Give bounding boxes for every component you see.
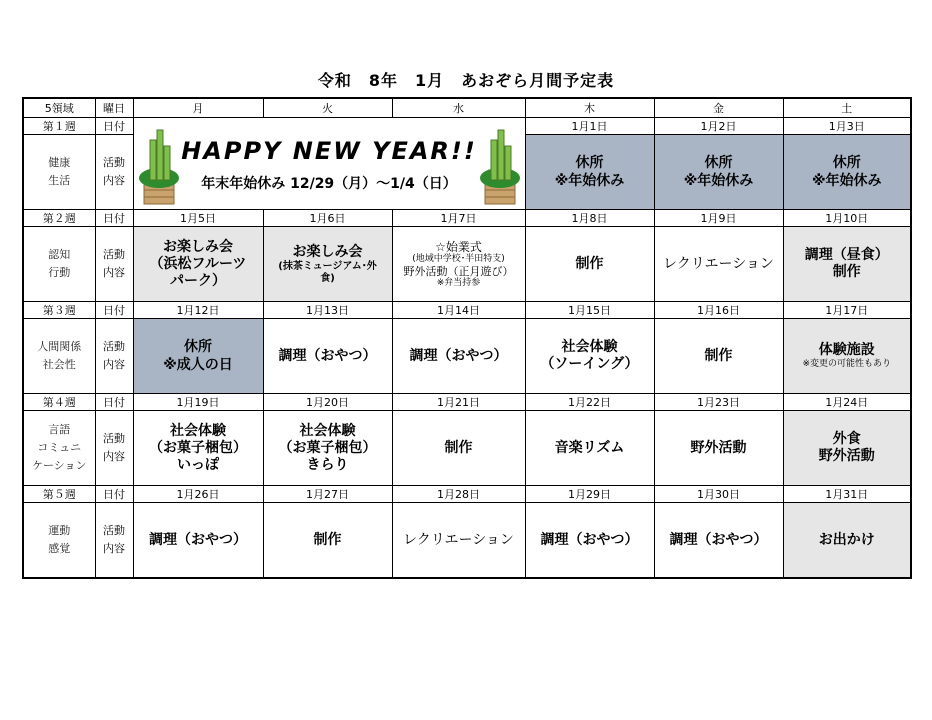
- activity-cell: [654, 135, 783, 210]
- activity-line: いっぽ: [177, 456, 219, 473]
- date-cell: 1月6日: [263, 210, 392, 227]
- date-cell: 1月5日: [133, 210, 263, 227]
- activity-cell: [783, 135, 911, 210]
- activity-cell: [525, 319, 654, 394]
- activity-cell: [783, 227, 911, 302]
- activity-label: [95, 411, 133, 486]
- activity-cell: [654, 319, 783, 394]
- kadomatsu-icon: [136, 122, 182, 206]
- date-cell: 1月14日: [392, 302, 525, 319]
- activity-cell: [783, 319, 911, 394]
- activity-line: 調理（おやつ）: [149, 531, 247, 548]
- date-cell: 1月27日: [263, 486, 392, 503]
- week-label: 第２週: [23, 210, 95, 227]
- activity-cell: [133, 227, 263, 302]
- date-label: 日付: [95, 394, 133, 411]
- domain-line: ケーション: [31, 459, 87, 472]
- activity-line: 調理（おやつ）: [409, 347, 508, 364]
- activity-line: 社会体験: [299, 422, 356, 439]
- activity-cell: [525, 411, 654, 486]
- activity-line: 制作: [444, 439, 473, 456]
- week2-activity-row: [23, 227, 911, 302]
- header-tue: 火: [263, 98, 392, 118]
- week5-activity-row: [23, 503, 911, 579]
- date-cell: 1月10日: [783, 210, 911, 227]
- activity-label-line: 活動: [103, 248, 125, 261]
- activity-line: 体験施設: [818, 342, 875, 358]
- week4-date-row: [23, 394, 911, 411]
- activity-line: ※年始休み: [554, 173, 625, 189]
- activity-line: お楽しみ会: [163, 238, 233, 255]
- activity-line: 社会体験: [561, 339, 618, 355]
- new-year-banner: [133, 118, 525, 210]
- date-label: 日付: [95, 210, 133, 227]
- domain-label: [23, 411, 95, 486]
- activity-cell: [263, 227, 392, 302]
- activity-cell: [783, 503, 911, 579]
- header-wed: 水: [392, 98, 525, 118]
- domain-line: 人間関係: [37, 340, 82, 353]
- date-label: 日付: [95, 486, 133, 503]
- activity-line: ※弁当持参: [436, 277, 481, 288]
- domain-label: [23, 503, 95, 579]
- date-cell: 1月8日: [525, 210, 654, 227]
- activity-cell: [654, 503, 783, 579]
- activity-line: 制作: [313, 531, 342, 548]
- activity-cell: [525, 135, 654, 210]
- activity-line: 調理（おやつ）: [540, 531, 639, 548]
- domain-line: 健康: [48, 156, 71, 169]
- activity-cell: [525, 227, 654, 302]
- activity-line: ※年始休み: [683, 173, 754, 189]
- week3-activity-row: [23, 319, 911, 394]
- activity-line: レクリエーション: [403, 531, 514, 548]
- activity-label-line: 内容: [103, 450, 125, 463]
- activity-line: (抹茶ミュージアム･外: [278, 260, 377, 272]
- domain-line: 社会性: [42, 358, 76, 371]
- activity-line: 野外活動（正月遊び）: [403, 264, 514, 278]
- date-cell: 1月31日: [783, 486, 911, 503]
- header-thu: 木: [525, 98, 654, 118]
- activity-cell: [392, 319, 525, 394]
- date-cell: 1月13日: [263, 302, 392, 319]
- date-cell: 1月15日: [525, 302, 654, 319]
- activity-cell: [263, 411, 392, 486]
- schedule-table: [22, 97, 912, 579]
- activity-label: [95, 227, 133, 302]
- domain-line: コミュニ: [37, 441, 82, 454]
- activity-cell: [392, 503, 525, 579]
- activity-label-line: 内容: [103, 266, 125, 279]
- activity-line: (地域中学校･半田特支): [412, 253, 505, 264]
- activity-cell: [392, 227, 525, 302]
- activity-line: ※成人の日: [163, 357, 233, 373]
- domain-line: 運動: [48, 524, 71, 537]
- activity-line: お出かけ: [818, 531, 875, 548]
- week5-date-row: [23, 486, 911, 503]
- activity-line: 休所: [575, 155, 604, 171]
- activity-line: 休所: [184, 339, 212, 355]
- date-cell: 1月28日: [392, 486, 525, 503]
- week-label: 第４週: [23, 394, 95, 411]
- activity-cell: [654, 227, 783, 302]
- date-cell: 1月23日: [654, 394, 783, 411]
- activity-line: きらり: [306, 456, 349, 473]
- activity-line: 調理（昼食）: [804, 247, 889, 263]
- date-cell: 1月30日: [654, 486, 783, 503]
- activity-line: レクリエーション: [663, 255, 774, 272]
- domain-line: 生活: [48, 174, 71, 187]
- activity-line: 休所: [704, 155, 733, 171]
- date-cell: 1月3日: [783, 118, 911, 135]
- activity-line: ※変更の可能性もあり: [802, 359, 892, 369]
- date-cell: 1月26日: [133, 486, 263, 503]
- domain-line: 言語: [48, 423, 71, 436]
- activity-line: 休所: [832, 155, 861, 171]
- header-row: [23, 98, 911, 118]
- header-day: 曜日: [95, 98, 133, 118]
- new-year-note: 年末年始休み 12/29（月）〜1/4（日）: [201, 175, 457, 192]
- activity-label-line: 活動: [103, 340, 125, 353]
- domain-line: 認知: [48, 248, 71, 261]
- activity-label-line: 内容: [103, 174, 125, 187]
- date-cell: 1月7日: [392, 210, 525, 227]
- activity-label-line: 活動: [103, 156, 125, 169]
- domain-label: [23, 135, 95, 210]
- date-cell: 1月12日: [133, 302, 263, 319]
- activity-cell: [133, 503, 263, 579]
- week-label: 第１週: [23, 118, 95, 135]
- activity-line: お楽しみ会: [292, 243, 363, 260]
- activity-line: 野外活動: [690, 439, 747, 456]
- date-cell: 1月2日: [654, 118, 783, 135]
- activity-cell: [263, 319, 392, 394]
- date-label: 日付: [95, 302, 133, 319]
- header-sat: 土: [783, 98, 911, 118]
- activity-line: ※年始休み: [811, 173, 882, 189]
- kadomatsu-icon: [477, 122, 523, 206]
- activity-line: 食): [320, 272, 335, 284]
- date-label: 日付: [95, 118, 133, 135]
- week2-date-row: [23, 210, 911, 227]
- header-fri: 金: [654, 98, 783, 118]
- date-cell: 1月17日: [783, 302, 911, 319]
- domain-line: 行動: [48, 266, 71, 279]
- activity-line: 制作: [832, 264, 861, 280]
- activity-cell: [654, 411, 783, 486]
- date-cell: 1月19日: [133, 394, 263, 411]
- date-cell: 1月20日: [263, 394, 392, 411]
- activity-label: [95, 319, 133, 394]
- domain-line: 感覚: [48, 542, 71, 555]
- activity-label-line: 活動: [103, 524, 125, 537]
- date-cell: 1月1日: [525, 118, 654, 135]
- activity-label: [95, 135, 133, 210]
- date-cell: 1月9日: [654, 210, 783, 227]
- page-title: 令和 8年 1月 あおぞら月間予定表: [317, 71, 615, 90]
- activity-label-line: 内容: [103, 358, 125, 371]
- activity-line: 制作: [704, 347, 733, 364]
- activity-label-line: 内容: [103, 542, 125, 555]
- activity-line: （ソーイング）: [540, 356, 639, 372]
- activity-line: ☆始業式: [435, 239, 482, 254]
- week-label: 第３週: [23, 302, 95, 319]
- activity-line: 調理（おやつ）: [278, 347, 377, 364]
- activity-line: 社会体験: [170, 422, 226, 439]
- activity-line: 外食: [832, 431, 861, 447]
- week3-date-row: [23, 302, 911, 319]
- date-cell: 1月22日: [525, 394, 654, 411]
- domain-label: [23, 227, 95, 302]
- activity-line: （お菓子梱包）: [278, 439, 377, 456]
- header-domain: 5領域: [23, 98, 95, 118]
- activity-cell: [263, 503, 392, 579]
- activity-line: 調理（おやつ）: [669, 531, 768, 548]
- activity-cell: [392, 411, 525, 486]
- activity-cell: [133, 411, 263, 486]
- activity-line: （浜松フルーツ: [149, 255, 247, 272]
- activity-cell: [783, 411, 911, 486]
- week4-activity-row: [23, 411, 911, 486]
- activity-line: 制作: [575, 255, 604, 272]
- activity-cell: [133, 319, 263, 394]
- activity-line: 音楽リズム: [554, 439, 625, 456]
- date-cell: 1月16日: [654, 302, 783, 319]
- date-cell: 1月24日: [783, 394, 911, 411]
- week-label: 第５週: [23, 486, 95, 503]
- activity-line: パーク）: [170, 272, 226, 289]
- new-year-title: HAPPY NEW YEAR!!: [181, 136, 477, 165]
- activity-cell: [525, 503, 654, 579]
- activity-label: [95, 503, 133, 579]
- activity-line: （お菓子梱包）: [149, 439, 247, 456]
- header-mon: 月: [133, 98, 263, 118]
- activity-line: 野外活動: [818, 448, 875, 464]
- date-cell: 1月29日: [525, 486, 654, 503]
- week1-date-row: [23, 118, 911, 135]
- domain-label: [23, 319, 95, 394]
- activity-label-line: 活動: [103, 432, 125, 445]
- date-cell: 1月21日: [392, 394, 525, 411]
